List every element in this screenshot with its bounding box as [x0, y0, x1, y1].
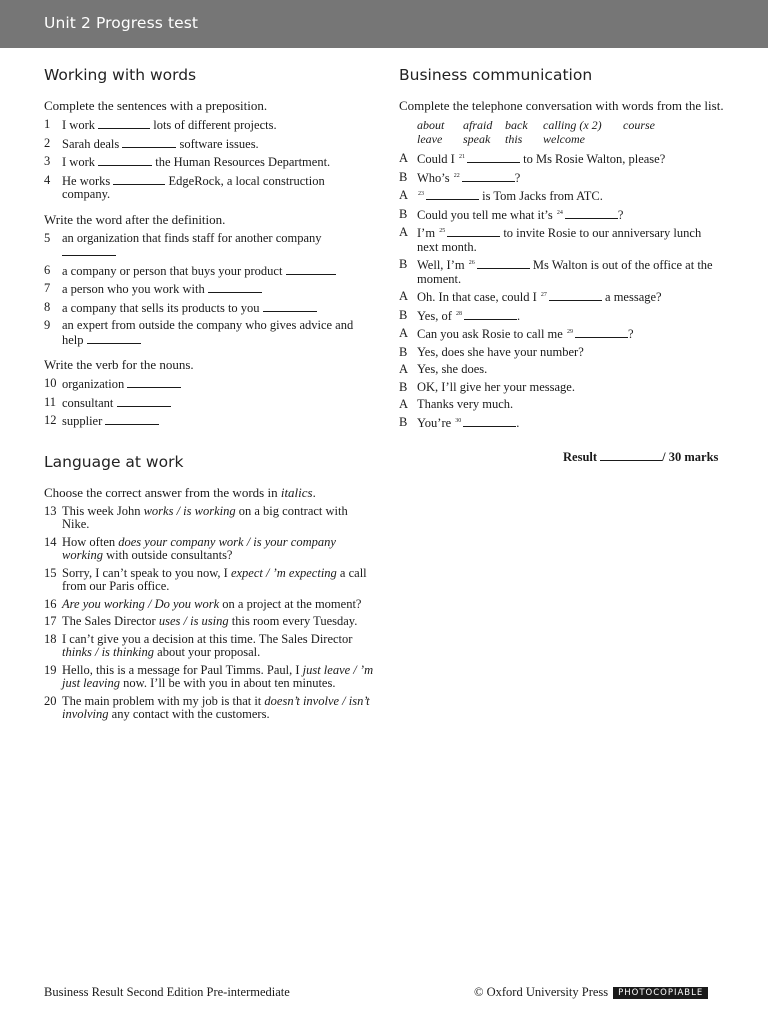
speaker-label: A: [399, 397, 409, 411]
question-number: 18: [44, 631, 57, 646]
speaker-label: A: [399, 362, 409, 376]
question-20: 20 The main problem with my job is that it doesn’t involve / isn’t involving any contact with the customers.: [44, 693, 370, 721]
section-heading-language-at-work: Language at work: [44, 452, 184, 471]
answer-choice[interactable]: thinks / is thinking: [62, 645, 155, 659]
question-number: 5: [44, 230, 51, 245]
dialogue-line: A Oh. In that case, could I $^{27}$ a message?: [399, 289, 662, 304]
word-item: this: [505, 131, 523, 146]
header-bar: [0, 0, 768, 48]
question-17: 17 The Sales Director uses / is using this room every Tuesday.: [44, 614, 358, 628]
instruction-prepositions: Complete the sentences with a preposition.: [44, 98, 268, 113]
right-column: [399, 66, 724, 434]
question-14: 14 How often does your company work / is your company working with outside consultants?: [44, 534, 336, 562]
dialogue-line: A Yes, she does.: [399, 362, 488, 376]
question-number: 6: [44, 262, 51, 277]
question-number: 3: [44, 154, 51, 168]
answer-gap[interactable]: [122, 137, 176, 148]
question-5: 5 an organization that finds staff for another company: [44, 232, 374, 260]
question-1: 1 I work lots of different projects.: [44, 117, 277, 132]
question-6: 6 a company or person that buys your product: [44, 264, 374, 279]
answer-gap[interactable]: [464, 309, 517, 320]
question-3: 3 I work the Human Resources Department.: [44, 154, 331, 169]
answer-gap[interactable]: [462, 171, 515, 182]
word-item: calling (x 2): [543, 118, 602, 132]
answer-gap[interactable]: [117, 396, 171, 407]
question-number: 17: [44, 614, 57, 628]
question-number: 15: [44, 565, 57, 580]
speaker-label: B: [399, 344, 408, 359]
page-title: Unit 2 Progress test: [44, 14, 199, 32]
question-7: 7 a person who you work with: [44, 282, 374, 297]
answer-gap[interactable]: [286, 264, 336, 275]
dialogue-line: B You’re $^{30}$ .: [399, 414, 520, 430]
result-gap[interactable]: [600, 450, 662, 461]
left-column: [44, 66, 374, 726]
answer-gap[interactable]: [575, 327, 628, 338]
instruction-definitions: Write the word after the definition.: [44, 211, 226, 227]
question-number: 2: [44, 135, 51, 150]
question-number: 16: [44, 596, 57, 611]
answer-choice[interactable]: expect / ’m expecting: [230, 565, 337, 580]
answer-gap[interactable]: [263, 301, 317, 312]
question-number: 4: [44, 172, 51, 187]
dialogue-line: B Yes, does she have your number?: [399, 344, 584, 359]
question-number: 13: [44, 503, 57, 518]
word-item: welcome: [543, 131, 585, 146]
speaker-label: A: [399, 151, 409, 165]
question-10: 10 organization: [44, 377, 374, 392]
question-number: 20: [44, 693, 57, 708]
question-9: 9 an expert from outside the company who gives advice and help: [44, 318, 354, 347]
dialogue-line: A Could I $^{21}$ to Ms Rosie Walton, please?: [399, 151, 666, 166]
answer-gap[interactable]: [208, 282, 262, 293]
word-item: afraid: [463, 118, 493, 132]
speaker-label: A: [399, 326, 409, 340]
dialogue-line: B Could you tell me what it’s $^{24}$ ?: [399, 206, 624, 222]
question-number: 12: [44, 413, 57, 427]
question-13: 13 This week John works / is working on a big contract with Nike.: [44, 503, 348, 531]
question-15: 15 Sorry, I can’t speak to you now, I expect / ’m expecting a call from our Paris office.: [44, 565, 367, 593]
speaker-label: A: [399, 289, 409, 303]
question-number: 11: [44, 394, 57, 409]
question-11: 11 consultant: [44, 396, 374, 411]
question-18: 18 I can’t give you a decision at this time. The Sales Director thinks / is thinking about your proposal.: [44, 631, 353, 659]
answer-choice[interactable]: just leave / ’m just leaving: [62, 662, 374, 690]
footer-book-title: Business Result Second Edition Pre-intermediate: [44, 985, 290, 999]
answer-gap[interactable]: [549, 290, 602, 301]
section-heading-business-communication: Business communication: [399, 66, 593, 84]
word-item: about: [417, 118, 445, 132]
dialogue-line: B Who’s $^{22}$ ?: [399, 169, 521, 185]
question-number: 14: [44, 534, 57, 549]
speaker-label: A: [399, 225, 409, 239]
dialogue-line: B Yes, of $^{28}$ .: [399, 307, 521, 323]
speaker-label: B: [399, 379, 408, 394]
dialogue-line: A Can you ask Rosie to call me $^{29}$ ?: [399, 326, 634, 341]
dialogue-line: A I’m $^{25}$ to invite Rosie to our anniversary lunch next month.: [399, 225, 702, 254]
answer-gap[interactable]: [447, 226, 500, 237]
question-number: 7: [44, 281, 51, 295]
question-12: 12 supplier: [44, 414, 374, 429]
answer-gap[interactable]: [127, 377, 181, 388]
question-number: 10: [44, 376, 57, 390]
answer-choice[interactable]: doesn’t involve / isn’t involving: [62, 693, 370, 721]
question-4: 4 He works EdgeRock, a local construction company.: [44, 172, 325, 201]
speaker-label: B: [399, 307, 408, 322]
question-number: 1: [44, 117, 51, 131]
answer-gap[interactable]: [62, 245, 116, 256]
word-item: course: [623, 118, 655, 132]
word-list: [417, 119, 724, 146]
speaker-label: B: [399, 257, 408, 271]
answer-gap[interactable]: [87, 333, 141, 344]
word-item: leave: [417, 131, 443, 146]
word-item: speak: [463, 131, 491, 146]
answer-gap[interactable]: [426, 189, 479, 200]
dialogue-line: B Well, I’m $^{26}$ Ms Walton is out of the office at the moment.: [399, 257, 713, 286]
answer-gap[interactable]: [477, 258, 530, 269]
answer-gap[interactable]: [98, 118, 150, 129]
instruction-italics: Choose the correct answer from the words in italics.: [44, 484, 316, 500]
question-8: 8 a company that sells its products to you: [44, 301, 374, 316]
photocopiable-badge: PHOTOCOPIABLE: [613, 987, 708, 999]
section-heading-working-with-words: Working with words: [44, 66, 197, 84]
question-16: 16 Are you working / Do you work on a project at the moment?: [44, 596, 362, 611]
answer-gap[interactable]: [565, 208, 618, 219]
answer-gap[interactable]: [105, 414, 159, 425]
result-score: Result / 30 marks: [563, 450, 719, 464]
speaker-label: B: [399, 414, 408, 429]
answer-choice[interactable]: Are you working / Do you work: [62, 596, 220, 611]
question-19: 19 Hello, this is a message for Paul Timms. Paul, I just leave / ’m just leaving now. I’ll be with you in about ten minutes.: [44, 662, 374, 690]
answer-gap[interactable]: [113, 174, 165, 185]
speaker-label: B: [399, 169, 408, 184]
answer-choice[interactable]: works / is working: [143, 503, 236, 518]
instruction-verbs: Write the verb for the nouns.: [44, 357, 194, 372]
question-2: 2 Sarah deals software issues.: [44, 135, 259, 151]
dialogue-line: A $^{23}$ is Tom Jacks from ATC.: [399, 188, 603, 203]
speaker-label: A: [399, 188, 409, 202]
footer-copyright: © Oxford University Press PHOTOCOPIABLE: [474, 985, 708, 1000]
question-number: 9: [44, 318, 51, 332]
answer-gap[interactable]: [467, 152, 520, 163]
answer-gap[interactable]: [98, 155, 152, 166]
dialogue-line: A Thanks very much.: [399, 397, 514, 411]
word-item: back: [505, 118, 528, 132]
question-number: 19: [44, 662, 57, 677]
question-number: 8: [44, 299, 51, 314]
dialogue-line: B OK, I’ll give her your message.: [399, 379, 575, 394]
answer-gap[interactable]: [463, 416, 516, 427]
answer-choice[interactable]: does your company work / is your company working: [62, 534, 336, 562]
instruction-telephone: Complete the telephone conversation with words from the list.: [399, 98, 724, 113]
answer-choice[interactable]: uses / is using: [158, 614, 229, 628]
speaker-label: B: [399, 206, 408, 221]
